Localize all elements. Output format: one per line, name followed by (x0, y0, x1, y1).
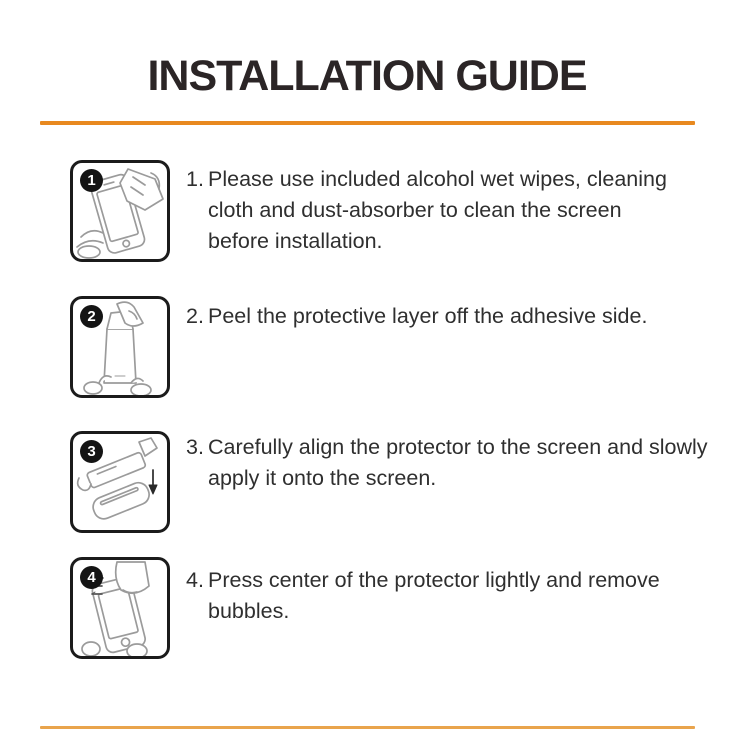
step-3-figure-box (70, 431, 170, 533)
step-3-number-badge: 3 (80, 440, 103, 463)
step-1-number-badge: 1 (80, 169, 103, 192)
instruction-line: Peel the protective layer off the adhesive side. (208, 304, 648, 328)
step-row-2 (70, 296, 647, 398)
step-row-1 (70, 160, 667, 262)
step-4-number-badge: 4 (80, 566, 103, 589)
step-2-instruction (186, 296, 647, 332)
step-number: 2. (186, 304, 204, 328)
step-number: 1. (186, 167, 204, 191)
step-1-instruction (186, 160, 667, 257)
instruction-line: Please use included alcohol wet wipes, cleaning (208, 167, 667, 191)
step-2-figure-box (70, 296, 170, 398)
title-underline-rule (40, 121, 695, 125)
step-row-4 (70, 557, 660, 659)
step-1-figure-box (70, 160, 170, 262)
instruction-line: cloth and dust-absorber to clean the screen (208, 198, 622, 222)
footer-rule (40, 726, 695, 729)
cleaning-cloth (120, 169, 163, 210)
step-4-figure-box (70, 557, 170, 659)
step-row-3 (70, 431, 708, 533)
down-arrow (149, 470, 157, 494)
holding-hand (77, 231, 103, 258)
instruction-line: bubbles. (208, 599, 290, 623)
instruction-line: before installation. (208, 229, 383, 253)
instruction-line: Carefully align the protector to the screen and slowly (208, 435, 708, 459)
step-number: 4. (186, 568, 204, 592)
page-title: INSTALLATION GUIDE (147, 52, 587, 100)
pressing-hand (116, 562, 149, 593)
step-number: 3. (186, 435, 204, 459)
instruction-line: apply it onto the screen. (208, 466, 437, 490)
step-3-instruction (186, 431, 708, 494)
step-4-instruction (186, 557, 660, 627)
instruction-line: Press center of the protector lightly and remove (208, 568, 660, 592)
step-2-number-badge: 2 (80, 305, 103, 328)
